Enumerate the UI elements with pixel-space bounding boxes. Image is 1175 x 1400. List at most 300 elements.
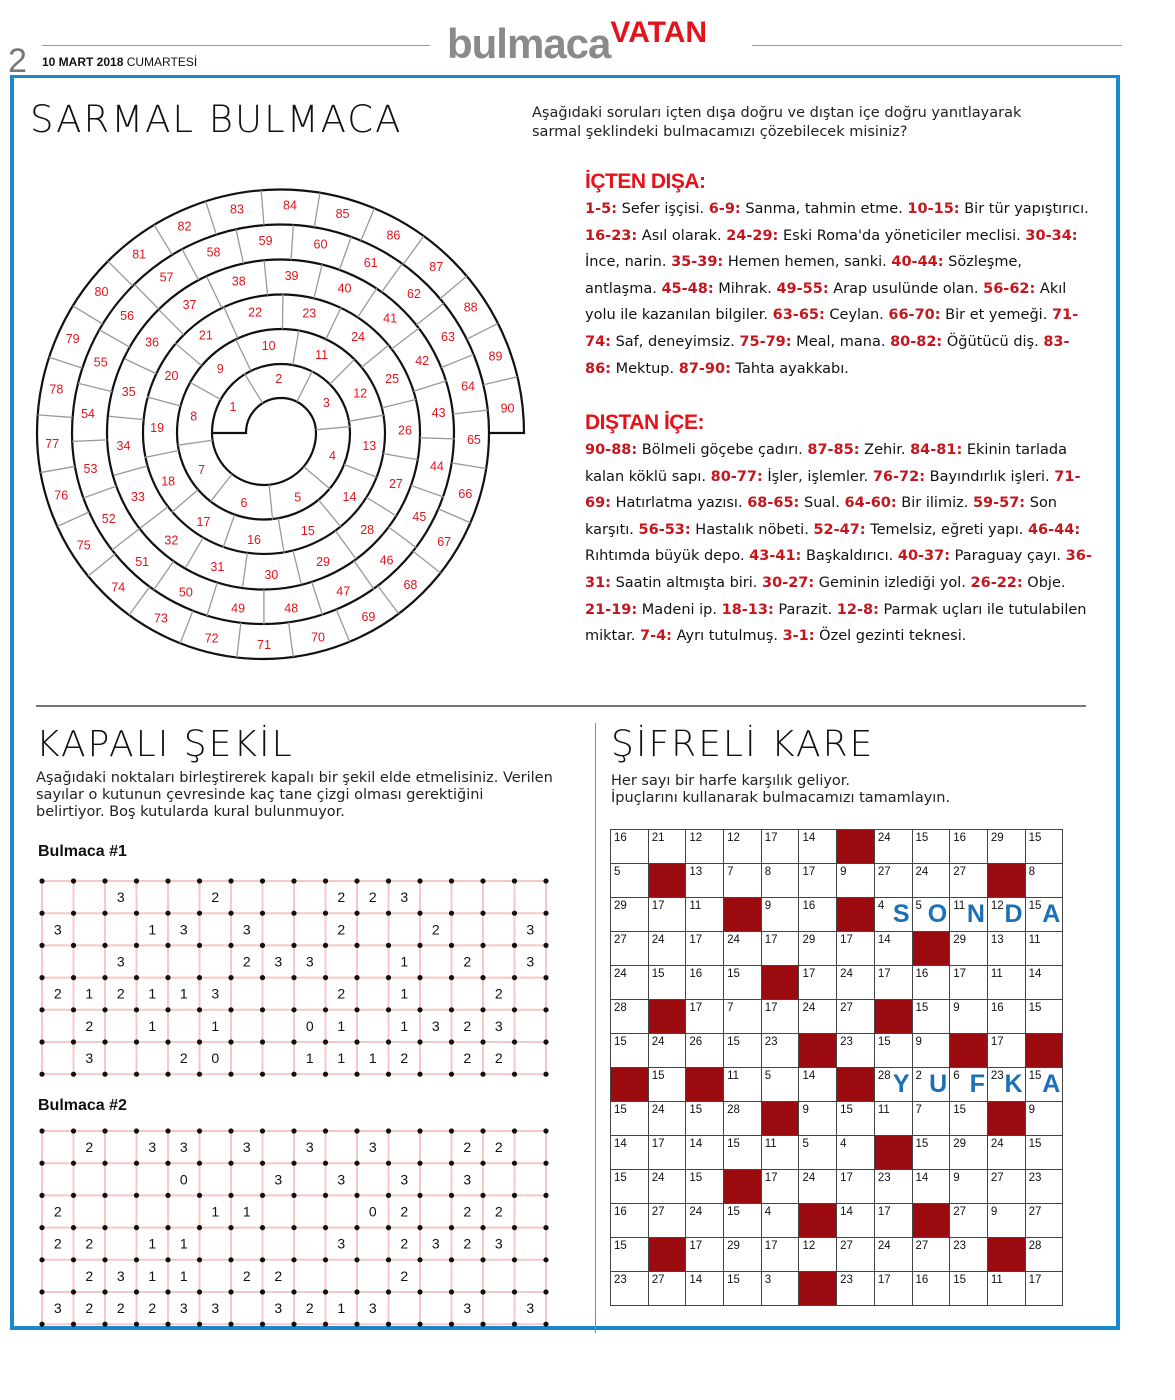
spiral-cell-number: 6 — [240, 496, 248, 511]
distan-clue — [971, 575, 1066, 591]
cipher-cell[interactable] — [1025, 864, 1063, 898]
cipher-cell[interactable] — [724, 1000, 762, 1034]
cipher-cell[interactable] — [611, 1204, 649, 1238]
cipher-cell[interactable] — [1025, 966, 1063, 1000]
cipher-cell[interactable] — [611, 830, 649, 864]
cipher-cell[interactable] — [1025, 1170, 1063, 1204]
cipher-cell[interactable] — [950, 1272, 988, 1306]
cipher-grid — [610, 829, 1063, 1306]
cipher-cell[interactable] — [761, 1272, 799, 1306]
cell-code: 2 — [915, 1070, 922, 1082]
cipher-cell[interactable] — [648, 898, 686, 932]
grid-dot — [228, 1161, 233, 1166]
cipher-cell[interactable] — [874, 1068, 912, 1102]
spiral-cell-number: 51 — [135, 555, 150, 570]
grid-dot — [512, 975, 517, 980]
cipher-cell[interactable] — [874, 830, 912, 864]
cipher-cell[interactable] — [1025, 1136, 1063, 1170]
cipher-cell[interactable] — [724, 830, 762, 864]
grid-dot — [480, 1128, 485, 1133]
cipher-cell[interactable] — [837, 1000, 875, 1034]
grid-dot — [543, 1322, 548, 1327]
cipher-cell[interactable] — [686, 1238, 724, 1272]
cipher-cell[interactable] — [950, 864, 988, 898]
grid-dot — [228, 1322, 233, 1327]
grid-dot — [165, 1161, 170, 1166]
cipher-cell[interactable] — [648, 1034, 686, 1068]
clue-number: 84-81: — [910, 442, 963, 458]
cipher-cell[interactable] — [950, 1136, 988, 1170]
spiral-cell-separator — [349, 415, 383, 421]
grid-dot — [228, 943, 233, 948]
clue-count: 0 — [179, 1171, 188, 1188]
clue-count: 2 — [211, 889, 220, 906]
grid-dot — [197, 878, 202, 883]
cipher-cell[interactable] — [611, 1102, 649, 1136]
grid-dot — [260, 911, 265, 916]
clue-number: 63-65: — [772, 307, 825, 324]
cipher-cell[interactable] — [912, 864, 950, 898]
spiral-cell-separator — [237, 623, 241, 658]
cipher-cell[interactable] — [799, 1238, 837, 1272]
clue-count: 1 — [148, 985, 157, 1002]
cipher-cell[interactable] — [686, 898, 724, 932]
grid-dot — [291, 1128, 296, 1133]
cipher-cell[interactable] — [1025, 932, 1063, 966]
grid-dot — [291, 911, 296, 916]
cell-code: 15 — [877, 1036, 891, 1048]
cipher-cell[interactable] — [987, 1068, 1025, 1102]
cipher-cell[interactable] — [724, 1238, 762, 1272]
cipher-cell[interactable] — [686, 1204, 724, 1238]
cipher-cell[interactable] — [874, 1238, 912, 1272]
cipher-cell[interactable] — [987, 898, 1025, 932]
spiral-cell-separator — [190, 382, 221, 399]
cipher-cell[interactable] — [874, 1102, 912, 1136]
cipher-cell[interactable] — [837, 932, 875, 966]
cipher-cell[interactable] — [874, 864, 912, 898]
cipher-cell[interactable] — [686, 1034, 724, 1068]
cell-code: 11 — [764, 1138, 777, 1150]
grid-row — [611, 1238, 1063, 1272]
cipher-cell[interactable] — [1025, 1068, 1063, 1102]
grid-dot — [291, 943, 296, 948]
grid-dot — [354, 1007, 359, 1012]
cipher-cell[interactable] — [648, 932, 686, 966]
grid-dot — [197, 1225, 202, 1230]
cipher-cell[interactable] — [950, 1068, 988, 1102]
grid-dot — [228, 878, 233, 883]
cipher-cell[interactable] — [686, 1170, 724, 1204]
cipher-cell[interactable] — [1025, 898, 1063, 932]
grid-dot — [134, 1257, 139, 1262]
clue-number: 40-37: — [897, 548, 951, 565]
spiral-cell-number: 18 — [161, 474, 176, 489]
spiral-cell-separator — [264, 260, 268, 295]
intro-line-2: İpuçlarını kullanarak bulmacamızı tamamlayın. — [611, 790, 951, 806]
grid-dot — [291, 1193, 296, 1198]
cell-code: 27 — [614, 934, 627, 946]
grid-dot — [386, 1322, 391, 1327]
cipher-cell[interactable] — [724, 864, 762, 898]
cell-code: 28 — [727, 1104, 740, 1116]
icten-disa-clues — [585, 196, 1095, 382]
cipher-cell[interactable] — [799, 1102, 837, 1136]
spiral-cell-number: 49 — [231, 601, 246, 616]
cell-code: 24 — [990, 1138, 1004, 1150]
cipher-cell[interactable] — [950, 932, 988, 966]
cipher-cell[interactable] — [912, 1272, 950, 1306]
clue-text: Sözleşme, antlaşma. — [585, 254, 1023, 297]
cipher-cell[interactable] — [611, 1034, 649, 1068]
cell-code: 9 — [990, 1206, 998, 1218]
distan-clue — [639, 522, 814, 538]
clue-count: 2 — [400, 1050, 409, 1067]
cipher-cell[interactable] — [611, 932, 649, 966]
grid-dot — [323, 1322, 328, 1327]
cipher-cell[interactable] — [648, 1068, 686, 1102]
cipher-cell[interactable] — [950, 898, 988, 932]
cipher-cell[interactable] — [686, 966, 724, 1000]
clue-text: Hatırlatma yazısı. — [610, 495, 748, 512]
grid-dot — [323, 1128, 328, 1133]
grid-dot — [417, 1225, 422, 1230]
cell-code: 17 — [877, 1274, 891, 1286]
cipher-cell[interactable] — [950, 1000, 988, 1034]
cipher-cell[interactable] — [686, 932, 724, 966]
cell-code: 24 — [651, 934, 665, 946]
clue-count: 3 — [494, 1235, 503, 1252]
clue-text: Bir et yemeği. — [940, 307, 1052, 324]
cipher-cell[interactable] — [874, 932, 912, 966]
cipher-cell[interactable] — [611, 1000, 649, 1034]
clue-text: Tahta ayakkabı. — [730, 360, 849, 377]
spiral-cell-separator — [316, 427, 351, 430]
spiral-cell-separator — [330, 359, 355, 384]
clue-count: 3 — [337, 1171, 346, 1188]
spiral-cell-number: 47 — [336, 584, 351, 599]
cipher-cell[interactable] — [799, 1068, 837, 1102]
cipher-cell[interactable] — [799, 1000, 837, 1034]
cell-letter: A — [1042, 1070, 1061, 1098]
slitherlink-puzzle-2[interactable] — [36, 1125, 556, 1330]
cipher-cell[interactable] — [950, 1102, 988, 1136]
cipher-cell[interactable] — [912, 966, 950, 1000]
cipher-cell[interactable] — [686, 1102, 724, 1136]
clue-text: Parazit. — [773, 601, 837, 618]
cipher-cell[interactable] — [912, 830, 950, 864]
clue-number: 26-22: — [970, 574, 1023, 591]
grid-dot — [197, 911, 202, 916]
cell-code: 16 — [990, 1002, 1004, 1014]
cipher-cell[interactable] — [761, 1136, 799, 1170]
clue-count: 1 — [400, 953, 409, 970]
clue-count: 3 — [242, 1139, 251, 1156]
cipher-cell[interactable] — [950, 1204, 988, 1238]
clue-count: 2 — [179, 1050, 188, 1067]
spiral-cell-number: 58 — [206, 245, 221, 260]
cipher-cell[interactable] — [648, 1136, 686, 1170]
cipher-cell[interactable] — [761, 864, 799, 898]
sarmal-intro: Aşağıdaki soruları içten dışa doğru ve dıştan içe doğru yanıtlayarak sarmal şeklindeki bulmacamızı çözebilecek misiniz? — [532, 105, 1022, 140]
clue-count: 3 — [400, 1171, 409, 1188]
grid-dot — [134, 975, 139, 980]
clue-number: 56-53: — [638, 521, 691, 538]
clue-number: 43-41: — [749, 548, 802, 565]
grid-dot — [449, 975, 454, 980]
grid-dot — [197, 1193, 202, 1198]
clue-count: 3 — [368, 1300, 377, 1317]
cell-code: 17 — [764, 1172, 778, 1184]
grid-dot — [165, 878, 170, 883]
cell-code: 28 — [614, 1002, 627, 1014]
clue-text: Mektup. — [610, 360, 679, 377]
cipher-cell[interactable] — [950, 966, 988, 1000]
spiral-cell-number: 25 — [385, 372, 400, 387]
spiral-cell-number: 80 — [94, 284, 109, 299]
cipher-cell[interactable] — [912, 898, 950, 932]
cipher-cell[interactable] — [950, 830, 988, 864]
cipher-cell[interactable] — [874, 1034, 912, 1068]
cipher-cell[interactable] — [912, 1170, 950, 1204]
cipher-cell[interactable] — [611, 1238, 649, 1272]
cipher-cell[interactable] — [912, 1136, 950, 1170]
cipher-cell[interactable] — [874, 1204, 912, 1238]
cipher-cell[interactable] — [686, 1136, 724, 1170]
cell-code: 17 — [651, 1138, 665, 1150]
cipher-cell[interactable] — [1025, 1102, 1063, 1136]
grid-dot — [228, 1007, 233, 1012]
clue-count: 0 — [211, 1050, 220, 1067]
spiral-cell-separator — [339, 237, 351, 270]
cipher-cell[interactable] — [761, 830, 799, 864]
grid-dot — [386, 1039, 391, 1044]
clue-number: 46-44: — [1027, 521, 1081, 538]
grid-dot — [417, 1257, 422, 1262]
spiral-cell-number: 32 — [164, 533, 179, 548]
black-cell — [837, 898, 875, 932]
cipher-cell[interactable] — [686, 864, 724, 898]
cipher-cell[interactable] — [1025, 1204, 1063, 1238]
grid-row — [611, 1136, 1063, 1170]
cipher-cell[interactable] — [648, 966, 686, 1000]
grid-dot — [134, 1289, 139, 1294]
clue-number: 24-29: — [726, 227, 779, 244]
cell-code: 7 — [915, 1104, 922, 1116]
cipher-cell[interactable] — [950, 1170, 988, 1204]
cipher-cell[interactable] — [611, 966, 649, 1000]
cell-code: 9 — [915, 1036, 922, 1048]
grid-dot — [480, 1039, 485, 1044]
cipher-cell[interactable] — [686, 1000, 724, 1034]
cipher-cell[interactable] — [874, 1272, 912, 1306]
cipher-cell[interactable] — [987, 830, 1025, 864]
clue-count: 2 — [148, 1300, 157, 1317]
cipher-cell[interactable] — [837, 864, 875, 898]
grid-dot — [260, 1225, 265, 1230]
cipher-cell[interactable] — [686, 1272, 724, 1306]
grid-dot — [417, 1039, 422, 1044]
cipher-cell[interactable] — [648, 1170, 686, 1204]
spiral-cell-number: 78 — [49, 382, 64, 397]
grid-dot — [71, 911, 76, 916]
cipher-cell[interactable] — [799, 1136, 837, 1170]
clue-text: Bir tür yapıştırıcı. — [959, 201, 1089, 217]
spiral-cell-number: 41 — [383, 311, 398, 326]
cipher-cell[interactable] — [724, 1068, 762, 1102]
cipher-cell[interactable] — [987, 1170, 1025, 1204]
cell-code: 11 — [990, 968, 1003, 980]
spiral-cell-separator — [293, 550, 301, 584]
cipher-cell[interactable] — [837, 1204, 875, 1238]
icten-clue — [739, 334, 890, 350]
clue-count: 1 — [85, 985, 94, 1002]
cipher-cell[interactable] — [799, 898, 837, 932]
cipher-cell[interactable] — [761, 898, 799, 932]
cipher-cell[interactable] — [837, 1034, 875, 1068]
cipher-cell[interactable] — [611, 864, 649, 898]
cipher-cell[interactable] — [799, 864, 837, 898]
grid-dot — [102, 975, 107, 980]
cipher-cell[interactable] — [724, 1102, 762, 1136]
cipher-cell[interactable] — [724, 1272, 762, 1306]
cipher-cell[interactable] — [724, 1136, 762, 1170]
grid-row — [611, 898, 1063, 932]
clue-number: 18-13: — [721, 601, 774, 618]
cipher-cell[interactable] — [837, 966, 875, 1000]
cipher-cell[interactable] — [987, 966, 1025, 1000]
cipher-cell[interactable] — [799, 966, 837, 1000]
spiral-cell-number: 11 — [315, 347, 329, 362]
cipher-cell[interactable] — [1025, 830, 1063, 864]
cipher-cell[interactable] — [799, 932, 837, 966]
cipher-cell[interactable] — [1025, 1238, 1063, 1272]
cipher-cell[interactable] — [724, 1204, 762, 1238]
cipher-cell[interactable] — [837, 1170, 875, 1204]
cipher-cell[interactable] — [761, 1238, 799, 1272]
clue-number: 59-57: — [972, 495, 1026, 512]
grid-dot — [165, 943, 170, 948]
spiral-cell-separator — [147, 397, 181, 406]
cipher-cell[interactable] — [912, 1238, 950, 1272]
spiral-cell-number: 22 — [248, 305, 263, 320]
clue-count: 3 — [179, 921, 188, 938]
cipher-cell[interactable] — [724, 1034, 762, 1068]
cipher-cell[interactable] — [912, 1068, 950, 1102]
clue-text: Öğütücü diş. — [942, 333, 1044, 350]
clue-count: 3 — [494, 1017, 503, 1034]
cipher-cell[interactable] — [611, 898, 649, 932]
grid-dot — [449, 878, 454, 883]
cipher-cell[interactable] — [912, 1034, 950, 1068]
cipher-cell[interactable] — [987, 1136, 1025, 1170]
cipher-cell[interactable] — [724, 966, 762, 1000]
clue-count: 1 — [179, 1267, 188, 1284]
spiral-cell-number: 77 — [45, 436, 60, 451]
cipher-cell[interactable] — [648, 1102, 686, 1136]
cipher-cell[interactable] — [724, 932, 762, 966]
cipher-cell[interactable] — [686, 830, 724, 864]
cipher-cell[interactable] — [837, 1272, 875, 1306]
date-day: CUMARTESİ — [126, 55, 198, 69]
cipher-cell[interactable] — [1025, 1272, 1063, 1306]
grid-dot — [323, 1193, 328, 1198]
spiral-cell-separator — [389, 527, 417, 548]
cipher-cell[interactable] — [611, 1272, 649, 1306]
cipher-cell[interactable] — [912, 1000, 950, 1034]
cipher-cell[interactable] — [648, 830, 686, 864]
grid-dot — [102, 1225, 107, 1230]
spiral-cell-number: 57 — [159, 270, 174, 285]
cipher-cell[interactable] — [799, 830, 837, 864]
cipher-cell[interactable] — [761, 1034, 799, 1068]
spiral-cell-number: 20 — [164, 368, 179, 383]
cipher-cell[interactable] — [987, 1034, 1025, 1068]
cipher-cell[interactable] — [837, 1102, 875, 1136]
cipher-cell[interactable] — [648, 1204, 686, 1238]
cipher-cell[interactable] — [761, 1068, 799, 1102]
icten-clue — [907, 201, 1088, 217]
cipher-cell[interactable] — [987, 932, 1025, 966]
cell-code: 17 — [840, 934, 853, 946]
distan-clue — [845, 495, 973, 511]
cipher-cell[interactable] — [987, 1272, 1025, 1306]
cipher-cell[interactable] — [611, 1136, 649, 1170]
cell-code: 15 — [1028, 1138, 1042, 1150]
spiral-cell-separator — [467, 323, 498, 339]
clue-number: 76-72: — [872, 468, 926, 485]
clue-count: 2 — [274, 1267, 283, 1284]
grid-dot — [197, 1039, 202, 1044]
cipher-cell[interactable] — [1025, 1000, 1063, 1034]
grid-dot — [417, 1161, 422, 1166]
clue-count: 2 — [337, 889, 346, 906]
cipher-cell[interactable] — [799, 1170, 837, 1204]
clue-count: 3 — [85, 1050, 94, 1067]
cipher-cell[interactable] — [761, 932, 799, 966]
grid-dot — [323, 1007, 328, 1012]
cipher-cell[interactable] — [837, 1136, 875, 1170]
cipher-cell[interactable] — [761, 1170, 799, 1204]
spiral-cell-number: 39 — [284, 268, 299, 283]
grid-dot — [449, 1193, 454, 1198]
cipher-cell[interactable] — [648, 1272, 686, 1306]
cipher-cell[interactable] — [874, 966, 912, 1000]
spiral-cell-separator — [382, 399, 416, 407]
slitherlink-puzzle-1[interactable] — [36, 875, 556, 1080]
icten-clue — [585, 201, 709, 217]
black-cell — [987, 864, 1025, 898]
black-cell — [611, 1068, 649, 1102]
cipher-cell[interactable] — [761, 1000, 799, 1034]
clue-count: 3 — [116, 889, 125, 906]
cipher-cell[interactable] — [987, 1000, 1025, 1034]
cipher-cell[interactable] — [611, 1170, 649, 1204]
cipher-cell[interactable] — [874, 1170, 912, 1204]
spiral-cell-number: 53 — [83, 461, 98, 476]
cipher-cell[interactable] — [912, 1102, 950, 1136]
cipher-cell[interactable] — [874, 898, 912, 932]
grid-dot — [354, 1072, 359, 1077]
cipher-cell[interactable] — [837, 1238, 875, 1272]
grid-dot — [260, 1322, 265, 1327]
cipher-cell[interactable] — [950, 1238, 988, 1272]
cipher-cell[interactable] — [987, 1204, 1025, 1238]
cipher-cell[interactable] — [761, 1204, 799, 1238]
cell-code: 9 — [840, 866, 847, 878]
cell-code: 17 — [764, 934, 778, 946]
distan-clue — [898, 548, 1066, 564]
